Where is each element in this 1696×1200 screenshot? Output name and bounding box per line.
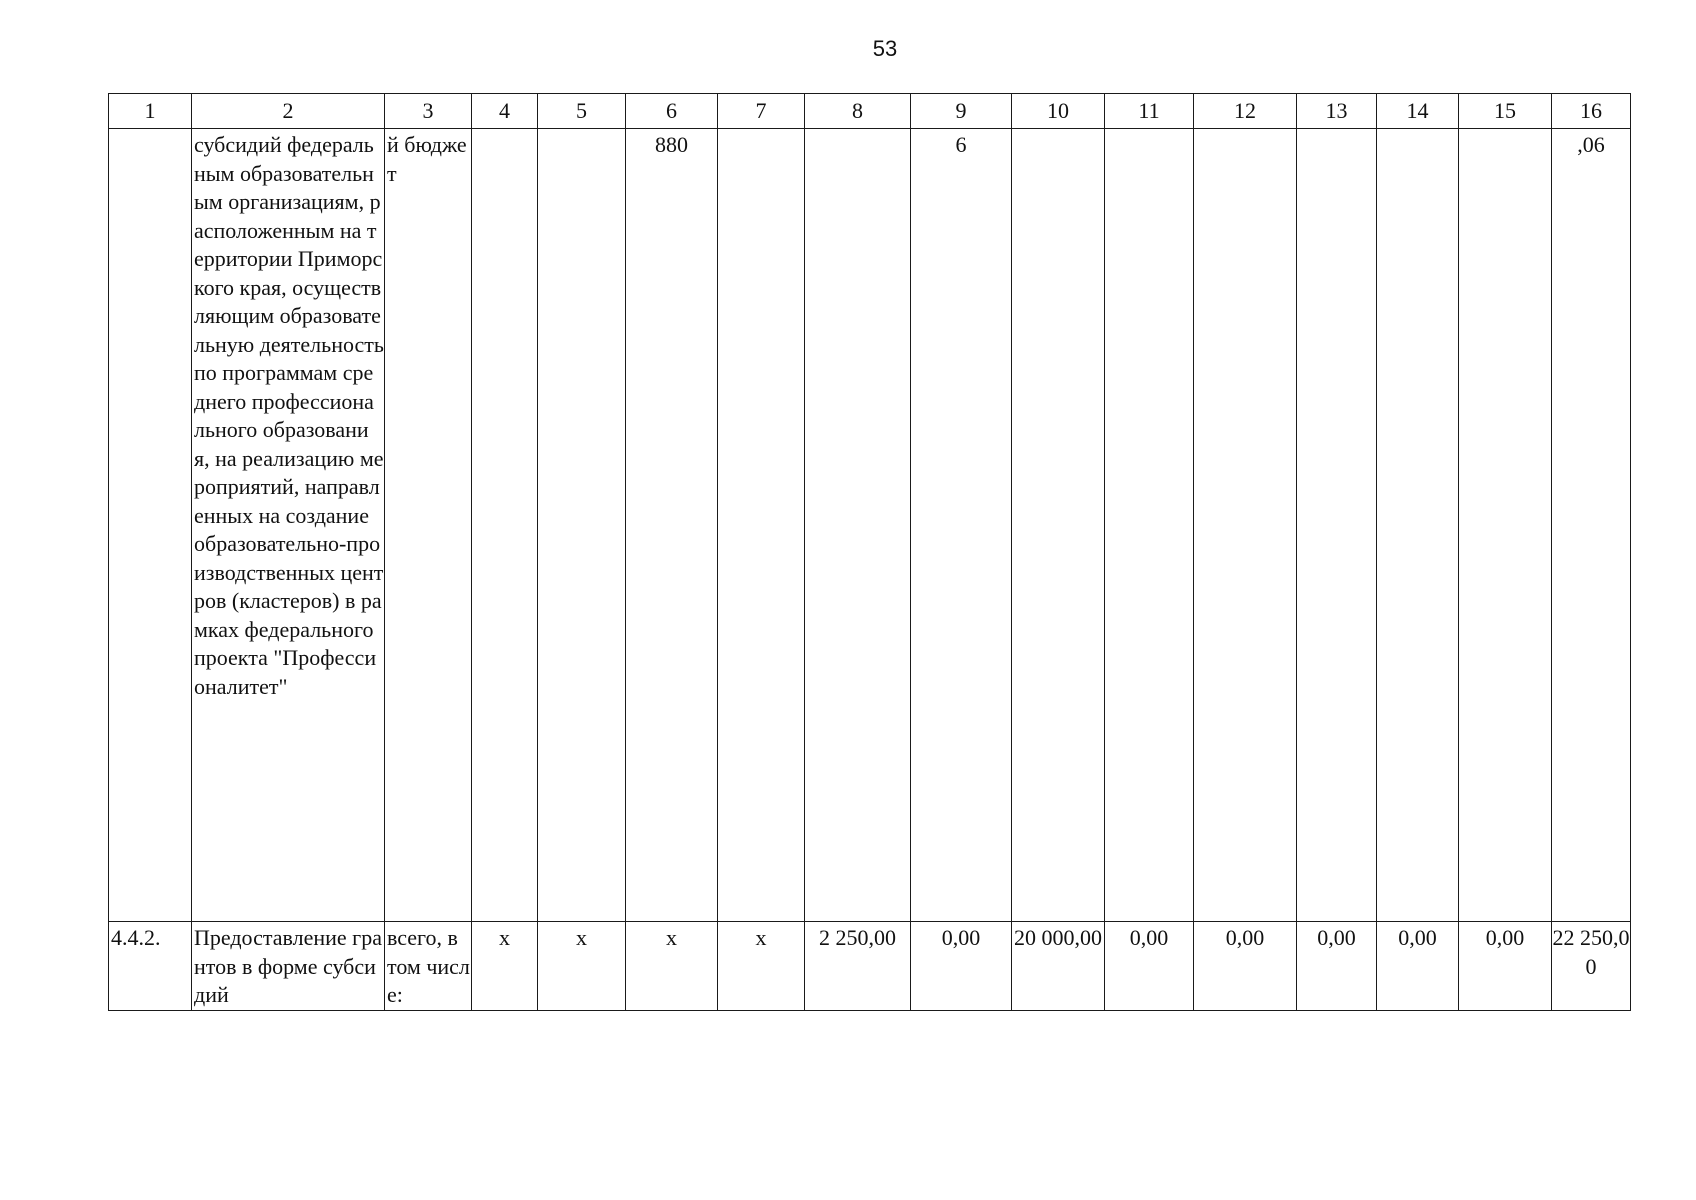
table-cell <box>718 129 805 922</box>
table-cell <box>1105 129 1194 922</box>
column-header: 3 <box>385 94 472 129</box>
table-cell: 2 250,00 <box>805 922 911 1011</box>
table-cell: 0,00 <box>1297 922 1377 1011</box>
column-header: 15 <box>1459 94 1552 129</box>
budget-table <box>108 93 1631 1011</box>
column-header: 2 <box>192 94 385 129</box>
table-cell-item-number: 4.4.2. <box>109 922 192 1011</box>
column-header: 5 <box>538 94 626 129</box>
table-cell-funding-source: всего, в том числе: <box>385 922 472 1011</box>
table-cell <box>805 129 911 922</box>
table-cell: 6 <box>911 129 1012 922</box>
table-cell <box>1459 129 1552 922</box>
column-header: 16 <box>1552 94 1631 129</box>
table-cell: х <box>472 922 538 1011</box>
column-header: 10 <box>1012 94 1105 129</box>
table-cell: 22 250,00 <box>1552 922 1631 1011</box>
column-header: 8 <box>805 94 911 129</box>
table-cell: 0,00 <box>1105 922 1194 1011</box>
column-header: 6 <box>626 94 718 129</box>
table-cell: 0,00 <box>911 922 1012 1011</box>
table-cell: ,06 <box>1552 129 1631 922</box>
column-header: 11 <box>1105 94 1194 129</box>
table-cell: 0,00 <box>1377 922 1459 1011</box>
table-cell-description: субсидий федеральным образовательным организациям, расположенным на территории Приморского края, осуществляющим образовательную деятельность по программам среднего профессионального образования, на реализацию мероприятий, направленных на создание образовательно-производственных центров (кластеров) в рамках федерального проекта "Профессионалитет" <box>192 129 385 922</box>
table-cell-funding-source: й бюджет <box>385 129 472 922</box>
table-cell <box>1377 129 1459 922</box>
table-cell <box>538 129 626 922</box>
column-header: 13 <box>1297 94 1377 129</box>
table-cell <box>1012 129 1105 922</box>
table-header-row <box>109 94 1631 129</box>
table-row <box>109 922 1631 1011</box>
table-cell-description: Предоставление грантов в форме субсидий <box>192 922 385 1011</box>
table-row <box>109 129 1631 922</box>
table-cell: 20 000,00 <box>1012 922 1105 1011</box>
column-header: 14 <box>1377 94 1459 129</box>
table-cell <box>1297 129 1377 922</box>
table-cell: х <box>626 922 718 1011</box>
column-header: 12 <box>1194 94 1297 129</box>
page-number: 53 <box>872 36 898 61</box>
table-cell: х <box>718 922 805 1011</box>
table-cell: 880 <box>626 129 718 922</box>
table-cell <box>1194 129 1297 922</box>
column-header: 4 <box>472 94 538 129</box>
table-cell <box>472 129 538 922</box>
table-cell: х <box>538 922 626 1011</box>
table-cell: 0,00 <box>1194 922 1297 1011</box>
table-cell <box>109 129 192 922</box>
table-cell: 0,00 <box>1459 922 1552 1011</box>
column-header: 7 <box>718 94 805 129</box>
column-header: 9 <box>911 94 1012 129</box>
column-header: 1 <box>109 94 192 129</box>
